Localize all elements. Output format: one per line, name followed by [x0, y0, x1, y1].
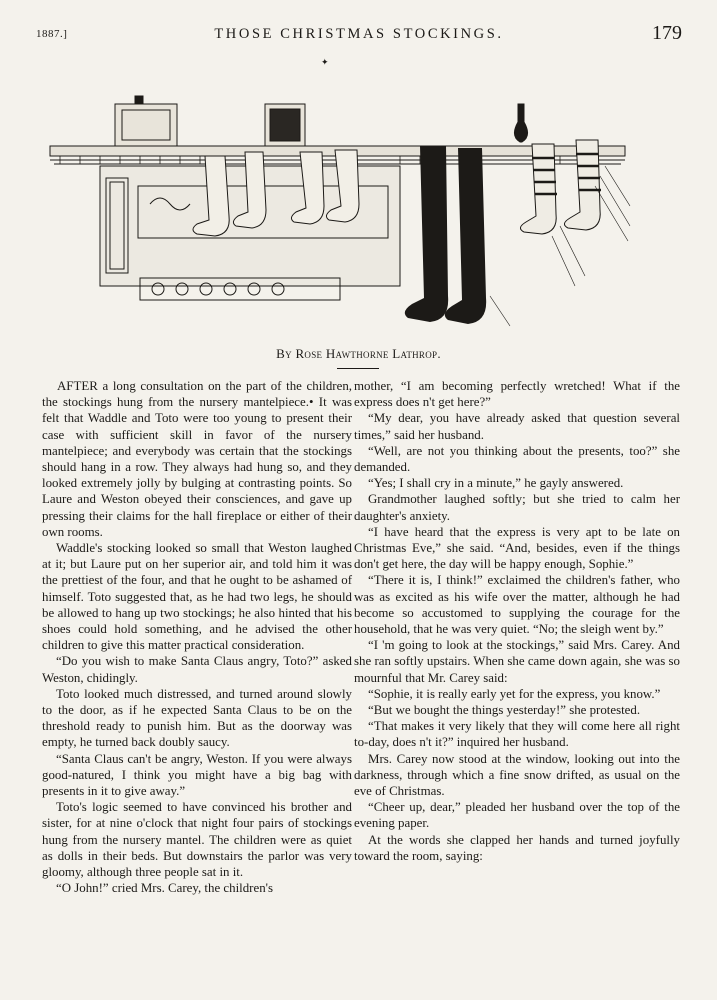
paragraph: “But we bought the things yesterday!” she protested.: [368, 703, 641, 718]
paragraph: “Sophie, it is really early yet for the express, you know.”: [368, 686, 661, 701]
page-number: 179: [652, 22, 682, 44]
paragraph: “Do you wish to make Santa Claus angry, Toto?” asked Weston, chidingly.: [42, 654, 352, 685]
paragraph: “Cheer up, dear,” pleaded her husband over the top of the evening paper.: [354, 800, 680, 831]
paragraph: “I have heard that the express is very apt to be late on Christmas Eve,” she said. “And, besides, even if the things don't get here, the day will be happy enough, Sophie.”: [354, 524, 680, 572]
paragraph: Mrs. Carey now stood at the window, looking out into the darkness, through which a fine snow drifted, as usual on the eve of Christmas.: [354, 751, 680, 799]
header-title: THOSE CHRISTMAS STOCKINGS.: [214, 26, 504, 42]
header-year: 1887.]: [36, 28, 68, 40]
byline: By Rose Hawthorne Lathrop.: [276, 346, 441, 361]
paragraph: AFTER a long consultation on the part of the children, the stockings hung from the nursery mantelpiece.• It was felt that Waddle and Toto were too young to present their case with sufficient skill in favor of the nursery mantelpiece; and everybody was certain that the stockings should hang in a row. They always had hung so, and they looked extremely jolly by bulging at contrasting points. So Laure and Weston obeyed their consciences, and gave up pressing their claims for the hall fireplace or either of their own rooms.: [42, 379, 352, 539]
right-column: [354, 378, 680, 864]
paragraph: “Santa Claus can't be angry, Weston. If you were always good-natured, I think you might have a big bag with presents in it to give away.”: [42, 751, 352, 799]
paragraph: “My dear, you have already asked that question several times,” said her husband.: [354, 411, 680, 442]
paragraph: Toto's logic seemed to have convinced his brother and sister, for at nine o'clock that night four pairs of stockings hung from the nursery mantel. The children were as quiet as dolls in their beds. But downstairs the parlor was very gloomy, although three people sat in it.: [42, 800, 352, 880]
paragraph: Grandmother laughed softly; but she tried to calm her daughter's anxiety.: [354, 492, 680, 523]
paragraph: mother, “I am becoming perfectly wretched! What if the express does n't get here?”: [354, 379, 680, 410]
paragraph: At the words she clapped her hands and turned joyfully toward the room, saying:: [354, 832, 680, 863]
paragraph: “O John!” cried Mrs. Carey, the children's: [56, 881, 273, 896]
stockings-illustration: [40, 86, 640, 336]
paragraph: “There it is, I think!” exclaimed the children's father, who was as excited as his wife over the matter, although he had become so accustomed to supplying the courage for the household, that he was very quiet. “No; the sleigh went by.”: [354, 573, 680, 637]
fleuron-ornament: ✦: [321, 57, 329, 67]
running-header: [36, 22, 682, 46]
paragraph: “Well, are not you thinking about the presents, too?” she demanded.: [354, 443, 680, 475]
left-column: [42, 378, 352, 897]
paragraph: “Yes; I shall cry in a minute,” he gayly answered.: [368, 476, 624, 491]
paragraph: “That makes it very likely that they will come here all right to-day, does n't it?” inquired her husband.: [354, 719, 680, 750]
paragraph: Toto looked much distressed, and turned around slowly to the door, as if he expected Santa Claus to be on the threshold ready to punish him. But as the doorway was empty, he turned back doubly saucy.: [42, 686, 352, 750]
paragraph: “I 'm going to look at the stockings,” said Mrs. Carey. And she ran softly upstairs. When she came down again, she was so mournful that Mr. Carey said:: [354, 638, 680, 685]
byline-rule: [337, 368, 379, 369]
paragraph: Waddle's stocking looked so small that Weston laughed at it; but Laure put on her superior air, and told him it was the prettiest of the four, and that he ought to be ashamed of himself. Toto suggested that, as he had two legs, he should be allowed to hang up two stockings; he also hinted that his shoes could hold something, and he advised the other children to give this matter practical consideration.: [42, 541, 352, 653]
